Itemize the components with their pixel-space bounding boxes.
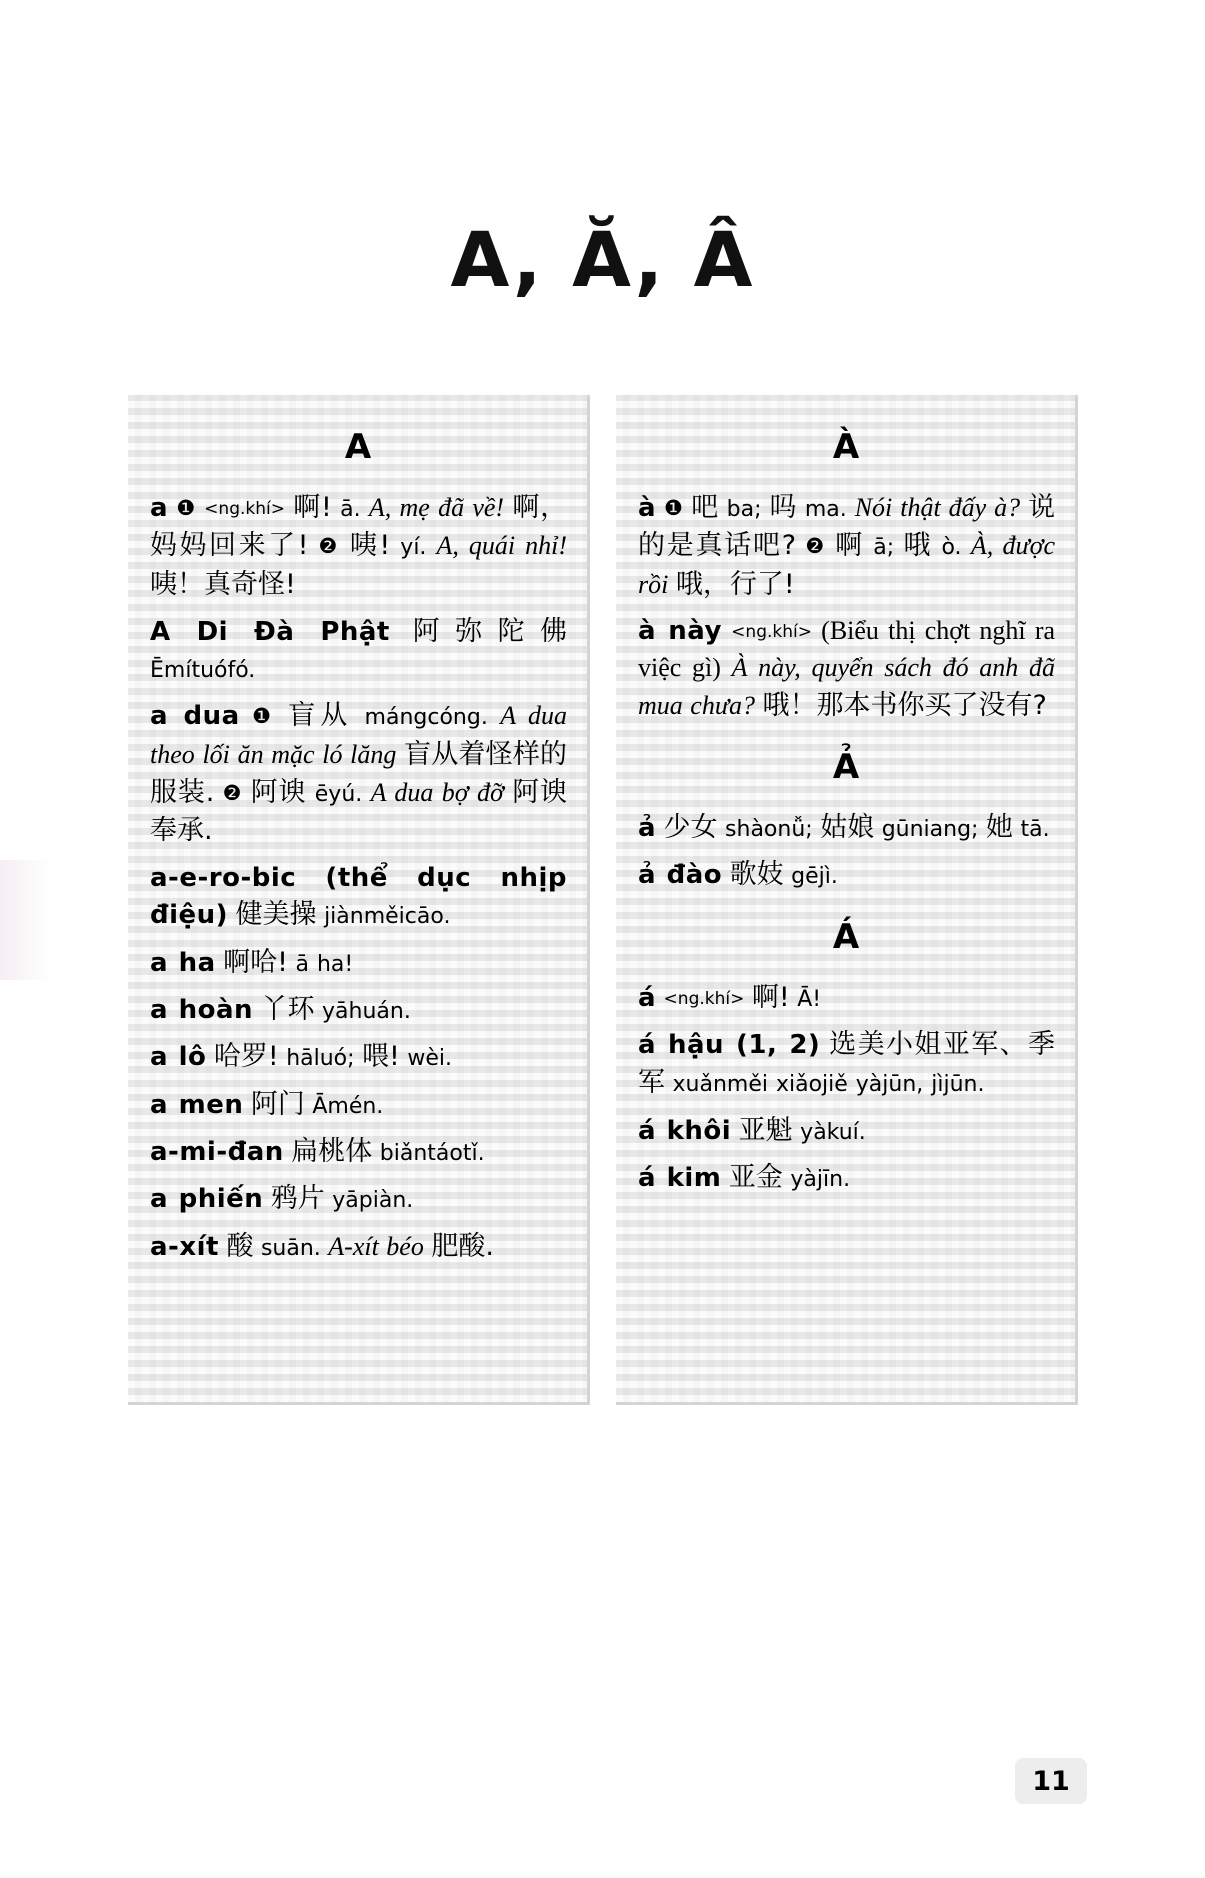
entry-hw: á hậu (1, 2) [638, 1030, 821, 1061]
entry-han: 选美小姐亚军、季军 [638, 1029, 1056, 1099]
entry-py: ma. [804, 497, 847, 522]
entry-han: 健美操 [235, 899, 317, 931]
entry-py: Āmén. [312, 1093, 384, 1119]
entry-han: 阿谀奉承. [150, 776, 568, 847]
dictionary-entry [150, 489, 567, 604]
entry-py: biǎntáotǐ. [379, 1141, 485, 1167]
entry-han: 扁桃体 [291, 1136, 373, 1168]
column-right [616, 395, 1078, 1405]
entry-han: 咦! [349, 530, 391, 562]
entry-han: 哦！那本书你买了没有? [762, 689, 1047, 721]
entry-han: 亚金 [728, 1162, 783, 1194]
dictionary-entry [638, 979, 1055, 1017]
entry-hw: à [638, 493, 657, 523]
entry-hw: a [150, 493, 169, 523]
dictionary-entry [638, 809, 1055, 847]
entry-py: ēyú. [314, 781, 363, 807]
entry-hw: A Di Đà Phật [150, 616, 390, 647]
dictionary-entry [638, 1159, 1055, 1197]
section-heading: À [832, 427, 861, 467]
entry-han: 阿谀 [250, 776, 307, 808]
entry-han: 鸦片 [270, 1183, 325, 1215]
entry-han: 歌妓 [729, 859, 784, 891]
dictionary-entry [150, 1180, 567, 1218]
dictionary-entry [150, 944, 567, 982]
entry-py: xuǎnměi xiǎojiě yàjūn, jìjūn. [672, 1072, 985, 1098]
entry-it: A-xít béo [328, 1231, 424, 1261]
entry-hw: a lô [150, 1042, 207, 1073]
column-container [128, 395, 1078, 1405]
page-number: 11 [1015, 1758, 1087, 1804]
entry-py: ā. [340, 497, 361, 522]
entry-py: ba; [726, 497, 762, 522]
page-edge-smudge [0, 860, 52, 980]
entry-hw: a hoàn [150, 995, 254, 1026]
entry-han: 吧 [691, 492, 719, 523]
dictionary-entry [150, 1133, 567, 1171]
entry-hw: à này [638, 615, 722, 646]
dictionary-entry [150, 697, 567, 850]
dictionary-entry [150, 860, 567, 935]
entry-pos: <ng.khí> [204, 499, 285, 519]
entry-pos: <ng.khí> [731, 621, 812, 642]
dictionary-entry [150, 613, 567, 688]
entry-han: 喂! [362, 1041, 400, 1073]
entry-num: ❷ [222, 780, 243, 805]
entry-py: shàonǚ; [725, 817, 813, 843]
entry-han: 哦，行了! [675, 568, 795, 600]
entry-han: 酸 [226, 1230, 254, 1262]
entry-py: hāluó; [286, 1046, 355, 1072]
entry-hw: a ha [150, 947, 216, 978]
dictionary-entry [150, 1086, 567, 1124]
entry-han: 阿门 [250, 1088, 305, 1120]
dictionary-entry [638, 613, 1055, 725]
entry-py: suān. [260, 1235, 321, 1261]
entry-py: yàjīn. [790, 1167, 851, 1193]
entry-han: 啊 [835, 530, 865, 562]
entry-plain: (Biểu thị chợt nghĩ ra việc gì) [638, 615, 1056, 682]
entry-hw: a phiến [150, 1184, 264, 1215]
entry-pos: <ng.khí> [663, 988, 745, 1009]
entry-py: ò. [941, 535, 962, 561]
entry-py: wèi. [407, 1046, 453, 1072]
entry-py: yāhuán. [322, 999, 411, 1025]
entry-py: jiànměicāo. [324, 904, 451, 930]
entry-hw: a-mi-đan [150, 1137, 284, 1168]
entry-han: 肥酸. [431, 1230, 494, 1262]
entry-hw: á kim [638, 1163, 722, 1194]
entry-it: A dua theo lối ăn mặc ló lăng [150, 701, 568, 769]
entry-han: 丫环 [260, 994, 315, 1026]
section-heading: Á [832, 916, 861, 957]
entry-it: Nói thật đấy à? [854, 493, 1021, 522]
entry-num: ❶ [176, 496, 196, 520]
entry-it: A, quái nhỉ! [436, 531, 568, 561]
entry-hw: ả đào [638, 860, 723, 891]
entry-han: 阿弥陀佛 [412, 615, 568, 647]
entry-han: 哈罗! [213, 1041, 279, 1073]
entry-han: 哦 [903, 530, 933, 562]
entry-hw: a-xít [150, 1231, 219, 1262]
entry-py: ā ha! [295, 951, 354, 977]
entry-it: À, được rồi [638, 531, 1056, 599]
dictionary-entry [638, 489, 1055, 604]
entry-han: 姑娘 [820, 812, 875, 844]
entry-py: yāpiàn. [332, 1188, 414, 1214]
entry-hw: á [638, 982, 657, 1013]
entry-hw: á khôi [638, 1115, 732, 1146]
entry-han: 少女 [663, 812, 718, 844]
entry-han: 说的是真话吧? [638, 492, 1056, 562]
entry-py: yàkuí. [800, 1119, 866, 1145]
dictionary-entry [150, 1038, 567, 1076]
entry-py: Ā! [797, 986, 822, 1012]
entry-it: À này, quyển sách đó anh đã mua chưa? [638, 652, 1056, 720]
entry-han: 啊! [293, 492, 332, 523]
entry-hw: a dua [150, 701, 240, 732]
entry-han: 啊哈! [223, 946, 288, 978]
entry-py: ā; [873, 535, 895, 561]
dictionary-entry [638, 856, 1055, 894]
entry-han: 啊! [751, 981, 790, 1013]
entry-py: tā. [1020, 817, 1050, 843]
entry-han: 她 [985, 812, 1013, 844]
dictionary-entry [638, 1026, 1055, 1103]
entry-num: ❶ [252, 704, 276, 729]
entry-py: gūniang; [881, 817, 979, 843]
entry-py: mángcóng. [364, 705, 488, 731]
entry-it: A dua bợ đỡ [370, 777, 504, 807]
entry-py: yí. [400, 535, 427, 561]
section-heading: A [344, 427, 373, 467]
entry-han: 亚魁 [738, 1114, 793, 1146]
entry-hw: ả [638, 813, 657, 844]
page-title: A, Ă, Â [450, 215, 755, 304]
entry-han: 盲从着怪样的服装. [150, 738, 568, 808]
entry-num: ❷ [805, 534, 826, 559]
entry-hw: a men [150, 1089, 244, 1120]
entry-han: 盲从 [288, 700, 353, 732]
column-left [128, 395, 590, 1405]
dictionary-entry [150, 1228, 567, 1266]
entry-han: 咦！真奇怪! [150, 568, 296, 600]
entry-py: gējì. [791, 864, 838, 890]
entry-num: ❶ [664, 496, 684, 520]
section-heading: Ả [832, 747, 861, 788]
entry-num: ❷ [318, 534, 340, 559]
entry-han: 吗 [769, 492, 797, 523]
dictionary-entry [638, 1112, 1055, 1150]
entry-py: Ēmítuófó. [150, 658, 256, 684]
entry-it: A, mẹ đã về! [368, 493, 505, 522]
dictionary-entry [150, 991, 567, 1029]
entry-hw: a-e-ro-bic (thể dục nhịp điệu) [150, 862, 567, 931]
entry-han: 啊，妈妈回来了! [150, 492, 568, 562]
